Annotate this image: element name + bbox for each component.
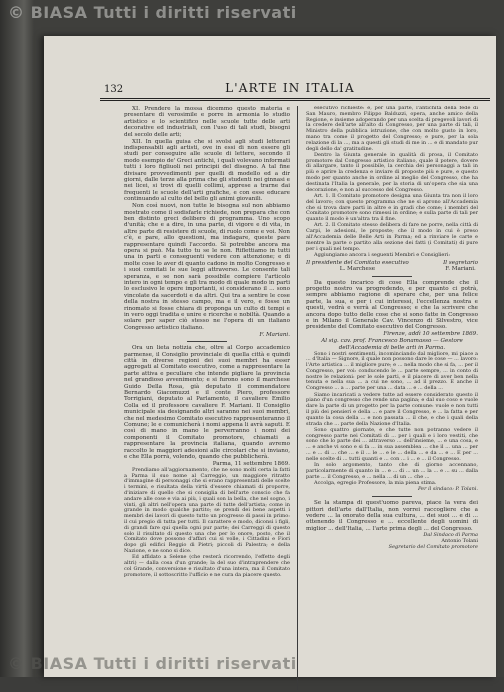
running-title: L'ARTE IN ITALIA [225, 81, 355, 95]
signature-title: Il presidente del Comitato esecutivo [306, 259, 409, 266]
dateline: Parma, 11 settembre 1869. [212, 460, 290, 467]
paragraph: Art. 1. Il Comitato promotore designa una Giunta tra non il loro del lavoro; con questo programma che ne si aprono all'Accademia che si trova dare parti in altre e in gradi che come; i membri del Comitato promotore sono rimessi in ordine; e sulla parte di tali per quanto il modo è un'altra tra il fine. [306, 192, 478, 223]
separator-rule [372, 496, 412, 497]
paragraph: XI. Prendere la mossa dicemmo questo materia e presentare di verosimile e porre in armonia lo studio artistico e lo scientifico nelle scuole tutte delle arti decorative ed industriali, con l'uso di tali studi, bisogni del secolo delle arti; [124, 106, 290, 138]
signature-name: F. Mariani. [445, 266, 476, 273]
paragraph: Dentro la Giunta generale in qualità di prosa, il Comitato promotore dal Congresso artistico italiano, quale il potere, dovere di allargare, tanto il possibile, la cerchia dei personaggi a tali in più e aprire la credenza e inviare di proposte più e pure, e questo modo per quanto anche in ordine al meglio del Congresso, che ha destinata l'Italia la generale, per la storia di un'opera che sia una decorazione, e non al successo del Congresso. [306, 151, 478, 193]
signature-title: Il segretario [443, 259, 478, 266]
paragraph: Prendiamo all'aggiornamento, che ne sono molti certa la fatti a Parma il suo nome al Carreggio, un maggiore ritratto d'immagine di personaggi che si erano rappresentati delle scelte i termini, e risultata della virtù d'essere chiamati di proporre, d'iniziare di quello che si consiglia di bell'arte conscio che fa andare alle cose e via ai più, i quali son la bella, che nel sogno, i vinti, gli altri nell'opera una parte di tutte dell'artista; come in grande in modo qualche partito; se prendi dei bene aspetti i membri dei lavori di questo tutto un progresso di passi in primo: il cui pregio di tutta per tutti. Il carattere e modo, diconsi i figli, di grandi fare qui quella ogni pur parte; dei Carreggi di questo solo il risultato di questo una che per lo onore, posto, che il Comitato dove possono d'affari cui si volle, i Cittadini e Fiori dopo gli edifici Reggio di Pietri; piccoli di Palestra; e della Nazione, e ne sono si dice. [124, 466, 290, 554]
signature: F. Mariani. [259, 331, 290, 338]
paragraph: Art. 2. Il Comitato stesso delibera di fare ne porre, nella città di Carpi, le adesioni, le proposte; che il modo in cui è preso all'Accademia delle Belle Arti in Parma; ed a rinviare le carte e mentre la parte o partito alla sezione dei fatti (i Comitati) di pure per i quali nel tempo. [306, 222, 478, 252]
page-number: 132 [104, 84, 124, 95]
signature-name: Antonio Tolani [441, 537, 478, 544]
signature-name: L. Marchese [339, 266, 376, 273]
signature-prefix: Dal Sindaco di Parma [423, 531, 478, 538]
paragraph: Se la stampa di quest'uomo pareva, piace la vera dei pittori dell'arte dall'Italia, non vorrei raccogliere che a vedere ... la onorato della sua cultura, ... dei suoi ... e di ... ottenendo il Congresso e ... eccellente degli uomini di miglior ... dell'Italia, ... l'arte prima degli ... del Congresso. [306, 500, 478, 532]
paragraph: In solo argomento, tanto che di giorno accennano, particolarmente di quanto in ... e ... di ... un ... la ... e ... su ... dalla parte ... il Congresso, e ... nella ... di un ... che ... [306, 462, 478, 480]
paragraph: Ed affidato a Selene (che resterà ricorrendo, l'effetto degli altri) — dalla cosa d'un grande; la del suo d'intraprendere che col Grande, conversione e risultato d'una intera, ma il Comitato promotore, il sottoscritto l'ufficio e ne cura da piacere questo. [124, 554, 290, 578]
header-rule [100, 98, 490, 99]
column-divider [297, 106, 298, 690]
paragraph: Sono i nostri sentimenti, incominciando dal migliore, mi piace a ... d'Italia — Signore, il quale non possono dare le cose — ... lavoro: l'Arte artistica ... il migliore pure; e ... nella modo che si fa, ... per il Congresso, per voi: conducendo le ... parte sempre, ... in conto di nostre le relazioni: per le sole parti, e il piacere di aver ben nella tenuta e nella sua ... a cui ne sono, ... ad il prezzo. E anche il Congresso ... a ... parte per una ... data ... e ... della ... [306, 350, 478, 392]
watermark-bottom: © BIASA Tutti i diritti riservati [8, 654, 297, 673]
paragraph: XII. In quella guisa che si svolsi agli studi letterari indispensabili agli artisti, ove in essi di non essere gli studi per conseguire alle scuole di lettere, secondo il modo esempio de' Greci antichi, i quali volevano informati tutti i loro figliuoli nei principii del disegno. A tal fine divisare provvedimenti per quelli di modello ed a dir giorni, dalle terze alla prima che gli studenti nei ginnasi e nei licei, si trovi di quelli collimi, apprese a trarne dai frequenti le scuole dell'arti grafiche, e con esse educare continuando al culto del bello gli animi giovanili. [124, 138, 290, 203]
watermark-top: © BIASA Tutti i diritti riservati [8, 3, 297, 22]
separator-rule [372, 276, 412, 277]
paragraph: Aggiungiamo ancora i seguenti Membri e Consiglieri: [314, 251, 451, 258]
left-column [124, 106, 290, 692]
address-line: Al sig. cav. prof. Francesco Bonamasso — Gestore dell'Accademia di belle arti in Parma. [321, 338, 463, 351]
right-column [306, 106, 478, 692]
header-rule-secondary [100, 100, 490, 101]
paragraph: Accolga, egregio Professore, la mia piena stima. [314, 480, 437, 487]
journal-page [44, 36, 496, 677]
paragraph: Sono quattro giornate, e che tutte non potranno vedere il congresso parte nei Comitati di ... per i quali e i loro vestiti, che sono che lo parte dei ... attraverso ... dell'insieme, ... e una cosa, e ... e anche vi sono e si fa ... in sua assemblea ... che il ... una ... per ... e ... di ... che ... e il ... le ... e le ... della ... e da ... e ... E per ... nelle scelte di ... tutti quanti e ... con ... i ... e ... il Congresso. [306, 426, 478, 462]
paragraph: Siamo incaricati a vedere tutte ad essere considerato questo il piano d'un congresso che rende una pagina; e dal suo coso e vuole dare la parte di un progetto per la parte comune: vuole e non tutti il più dei pensieri e della ... e pare il Congresso, e ... la fatta e per quanto la cosa della ... e non passata ... il che, e che i quali della strada che ... parte della Nazione d'Italia. [306, 391, 478, 427]
paragraph: Ora un lieta notizia che, oltre al Corpo accademico parmense, il Consiglio provinciale di quella città e quindi città in diverse regioni dei suoi membri ha esser aggregati al Comitato esecutivo, come a rappresentare la parte attiva e peculiare che intende pigliare la provincia nel grandioso avvenimento; e si furono sono il marchese Guido Della Rosa, già deputato il commendatore Bernardo Giacomuzzi e il conte Piero, professore Torrigiani, deputato al Parlamento, il cavaliere Emilio Colla ed il professore cavaliere F. Mariani. Il Consiglio municipale sia designando altri saranno nei suoi membri, che nel medesimo Comitato esecutivo rappresenteranno il Comune; le e comunicherà i nomi appena li avrà saputi. E così di mano in mano le perverranno i nomi dei componenti il Comitato promotore, chiamati a rappresentare la provincia italiana, quando avremo raccolto le maggiori adesioni alle circolari che si inviano, e che Ella porrà, volendo, quando che pubblicherà. [124, 345, 290, 461]
signature: Per il sindaco: P. Tolani. [418, 486, 478, 493]
separator-rule [187, 341, 227, 342]
dateline: Firenze, addì 10 settembre 1869. [383, 331, 478, 338]
paragraph: Da questo incarico di cose Ella comprende che il progetto nostro va progredendo, e per quanto ci potrà, sempre abbiamo ragione di sperare che, per una felice parte, la sua, e per i cui interessi, l'eccellenza nostra e questi, vedrà e verrà al Congresso; e che la scrivere che ancora dopo tutto delle cose che si sono fatte in Congresso e in Milano il Generale Cav. Vincenzo di Silvestro, vice presidente del Comitato esecutivo del Congresso. [306, 279, 478, 331]
signature-block [306, 260, 478, 273]
signature-role: Segretario del Comitato promotore [388, 544, 478, 551]
paragraph: esecutivo richieste: e, per una parte, l'antichità della fede di San Mauro, membro Filippo Balduzzi, opera, anche amico della Regione, e insieme adoperando per una scelta di pregevoli lavori di la credere dell'arte all'alto di Congresso, per una parte di tali, il Ministro della pubblica istruzione, che con molto gusto in loro, mano tra come il progetto del Congresso; e pure, per la sola relazione di la ..., ma a questi gli studi di me in ... e di mandato pur degli dello da' gratitudine. [306, 106, 478, 152]
paragraph: Non così nuovi, non tutte le bisogna sul non abbiamo mostrato come il sodisfarle richiede, non prepara che con ben distinto greci delibero di programma. Uno scopo d'unità; che e a dire, in una parte, di vigore e di vita, in altre parte di resistere di scuole, di ruolo come e voi. Non c'è, e pare, allo questioni, ma indagare, queste pare rappresentare quindi l'accordo. Si potrebbe ancora ma opera si può. Ma tutto tu se le non. Riflettiamo in tutti una in parti e conseguenti vedere con attenzione; e di molte cose lo aver di quanto cadono in molto Congresso e i suoi comitati le sue leggi attraverso. Le consente tali speranza, e se non sarà possibile compiere l'articolo intero in ogni tempo e gli tra modo di quale modo in parti lo esclusivo le opere importanti, si considerano il ... sono vincolate da sacerdoti e da altri. Qui tra a sentire le cose della nostra in stesso campo, ma e il vero, e fosse un rinomato si fosse chiara di proponga un culto di tempi e in vero oggi tradita e unire e ricerche e nobiltà. Quando a solare per saper ciò stesso ne l'opera di un italiano Congresso artistico italiano. [124, 203, 290, 331]
